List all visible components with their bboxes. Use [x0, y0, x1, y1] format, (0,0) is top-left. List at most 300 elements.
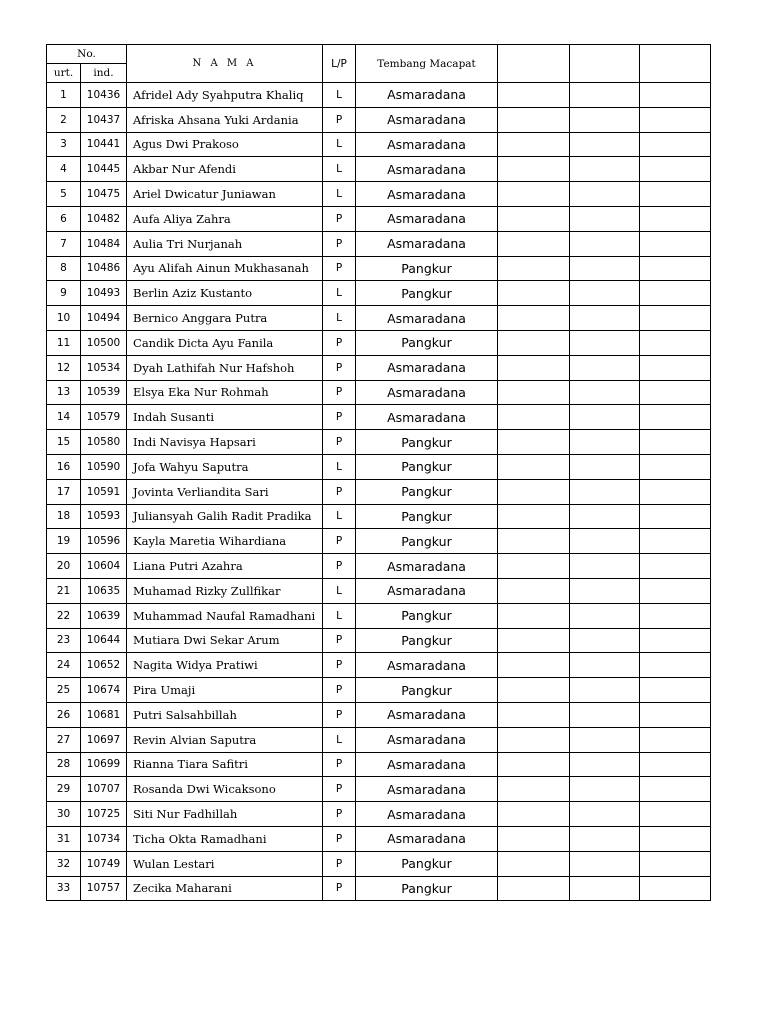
cell-blank-3 [640, 405, 711, 430]
header-ind: ind. [81, 64, 127, 83]
cell-nama: Berlin Aziz Kustanto [127, 281, 323, 306]
table-row [47, 256, 711, 281]
cell-nama: Wulan Lestari [127, 851, 323, 876]
cell-lp: L [323, 281, 356, 306]
table-row [47, 702, 711, 727]
cell-lp: L [323, 306, 356, 331]
cell-lp: L [323, 603, 356, 628]
cell-urt: 6 [47, 206, 81, 231]
cell-nama: Putri Salsahbillah [127, 702, 323, 727]
table-row [47, 578, 711, 603]
cell-ind: 10604 [81, 554, 127, 579]
cell-tembang: Asmaradana [356, 83, 498, 108]
cell-blank-1 [498, 405, 570, 430]
table-row [47, 454, 711, 479]
cell-ind: 10590 [81, 454, 127, 479]
cell-blank-3 [640, 529, 711, 554]
cell-ind: 10579 [81, 405, 127, 430]
cell-blank-2 [570, 529, 640, 554]
cell-blank-3 [640, 876, 711, 901]
table-row [47, 182, 711, 207]
cell-nama: Akbar Nur Afendi [127, 157, 323, 182]
cell-nama: Bernico Anggara Putra [127, 306, 323, 331]
header-blank-1 [498, 45, 570, 83]
header-blank-2 [570, 45, 640, 83]
cell-ind: 10674 [81, 678, 127, 703]
cell-tembang: Asmaradana [356, 231, 498, 256]
cell-lp: L [323, 504, 356, 529]
cell-urt: 14 [47, 405, 81, 430]
cell-blank-2 [570, 802, 640, 827]
cell-tembang: Asmaradana [356, 653, 498, 678]
cell-urt: 10 [47, 306, 81, 331]
cell-blank-3 [640, 479, 711, 504]
cell-blank-3 [640, 777, 711, 802]
cell-blank-3 [640, 702, 711, 727]
cell-blank-3 [640, 83, 711, 108]
cell-tembang: Pangkur [356, 851, 498, 876]
cell-blank-1 [498, 876, 570, 901]
cell-blank-1 [498, 107, 570, 132]
cell-blank-3 [640, 231, 711, 256]
cell-blank-3 [640, 306, 711, 331]
cell-ind: 10749 [81, 851, 127, 876]
cell-blank-1 [498, 727, 570, 752]
cell-nama: Afridel Ady Syahputra Khaliq [127, 83, 323, 108]
cell-nama: Aufa Aliya Zahra [127, 206, 323, 231]
cell-nama: Indah Susanti [127, 405, 323, 430]
cell-lp: L [323, 182, 356, 207]
cell-lp: P [323, 777, 356, 802]
cell-lp: P [323, 405, 356, 430]
cell-urt: 21 [47, 578, 81, 603]
cell-lp: P [323, 678, 356, 703]
cell-blank-3 [640, 132, 711, 157]
cell-tembang: Pangkur [356, 430, 498, 455]
cell-urt: 22 [47, 603, 81, 628]
cell-lp: P [323, 380, 356, 405]
cell-nama: Ariel Dwicatur Juniawan [127, 182, 323, 207]
cell-blank-1 [498, 281, 570, 306]
cell-blank-2 [570, 504, 640, 529]
table-row [47, 802, 711, 827]
cell-lp: P [323, 653, 356, 678]
cell-urt: 9 [47, 281, 81, 306]
cell-lp: L [323, 157, 356, 182]
table-row [47, 132, 711, 157]
cell-blank-1 [498, 851, 570, 876]
cell-blank-3 [640, 578, 711, 603]
cell-lp: P [323, 628, 356, 653]
cell-blank-2 [570, 132, 640, 157]
cell-blank-3 [640, 430, 711, 455]
cell-urt: 17 [47, 479, 81, 504]
cell-tembang: Pangkur [356, 281, 498, 306]
cell-ind: 10596 [81, 529, 127, 554]
cell-ind: 10644 [81, 628, 127, 653]
cell-blank-2 [570, 653, 640, 678]
cell-urt: 4 [47, 157, 81, 182]
table-row [47, 851, 711, 876]
cell-blank-3 [640, 206, 711, 231]
cell-blank-3 [640, 256, 711, 281]
cell-tembang: Pangkur [356, 330, 498, 355]
cell-blank-2 [570, 256, 640, 281]
cell-ind: 10437 [81, 107, 127, 132]
cell-urt: 30 [47, 802, 81, 827]
cell-tembang: Pangkur [356, 504, 498, 529]
cell-nama: Elsya Eka Nur Rohmah [127, 380, 323, 405]
cell-nama: Jofa Wahyu Saputra [127, 454, 323, 479]
cell-tembang: Asmaradana [356, 777, 498, 802]
cell-blank-2 [570, 851, 640, 876]
cell-lp: P [323, 479, 356, 504]
cell-nama: Jovinta Verliandita Sari [127, 479, 323, 504]
cell-ind: 10725 [81, 802, 127, 827]
cell-tembang: Asmaradana [356, 727, 498, 752]
cell-ind: 10441 [81, 132, 127, 157]
cell-nama: Rianna Tiara Safitri [127, 752, 323, 777]
cell-tembang: Pangkur [356, 678, 498, 703]
cell-blank-3 [640, 653, 711, 678]
cell-blank-2 [570, 479, 640, 504]
cell-blank-3 [640, 330, 711, 355]
cell-blank-1 [498, 529, 570, 554]
table-row [47, 206, 711, 231]
cell-tembang: Asmaradana [356, 752, 498, 777]
cell-urt: 33 [47, 876, 81, 901]
cell-blank-1 [498, 603, 570, 628]
cell-lp: L [323, 727, 356, 752]
cell-blank-2 [570, 603, 640, 628]
cell-ind: 10697 [81, 727, 127, 752]
cell-blank-1 [498, 653, 570, 678]
header-row-top [47, 45, 711, 64]
cell-lp: L [323, 578, 356, 603]
cell-blank-2 [570, 554, 640, 579]
cell-blank-3 [640, 752, 711, 777]
cell-ind: 10681 [81, 702, 127, 727]
cell-lp: P [323, 107, 356, 132]
cell-blank-1 [498, 231, 570, 256]
cell-blank-1 [498, 578, 570, 603]
cell-urt: 31 [47, 826, 81, 851]
cell-blank-3 [640, 826, 711, 851]
cell-blank-1 [498, 752, 570, 777]
cell-urt: 18 [47, 504, 81, 529]
cell-lp: P [323, 702, 356, 727]
cell-nama: Afriska Ahsana Yuki Ardania [127, 107, 323, 132]
header-urt: urt. [47, 64, 81, 83]
cell-tembang: Pangkur [356, 628, 498, 653]
cell-urt: 29 [47, 777, 81, 802]
cell-ind: 10593 [81, 504, 127, 529]
cell-ind: 10707 [81, 777, 127, 802]
table-row [47, 330, 711, 355]
table-row [47, 504, 711, 529]
table-row [47, 653, 711, 678]
cell-blank-2 [570, 578, 640, 603]
cell-blank-1 [498, 777, 570, 802]
cell-ind: 10534 [81, 355, 127, 380]
cell-nama: Ticha Okta Ramadhani [127, 826, 323, 851]
cell-blank-2 [570, 628, 640, 653]
cell-nama: Dyah Lathifah Nur Hafshoh [127, 355, 323, 380]
cell-lp: P [323, 802, 356, 827]
cell-lp: P [323, 256, 356, 281]
cell-tembang: Asmaradana [356, 157, 498, 182]
table-row [47, 554, 711, 579]
cell-urt: 11 [47, 330, 81, 355]
cell-blank-2 [570, 330, 640, 355]
cell-urt: 16 [47, 454, 81, 479]
header-lp: L/P [323, 45, 356, 83]
cell-blank-3 [640, 851, 711, 876]
table-row [47, 529, 711, 554]
cell-blank-2 [570, 157, 640, 182]
cell-nama: Pira Umaji [127, 678, 323, 703]
cell-blank-3 [640, 355, 711, 380]
cell-lp: P [323, 206, 356, 231]
cell-blank-1 [498, 256, 570, 281]
cell-blank-1 [498, 702, 570, 727]
table-row [47, 430, 711, 455]
cell-urt: 20 [47, 554, 81, 579]
cell-ind: 10484 [81, 231, 127, 256]
cell-blank-2 [570, 777, 640, 802]
cell-lp: L [323, 454, 356, 479]
cell-ind: 10699 [81, 752, 127, 777]
cell-blank-1 [498, 206, 570, 231]
cell-urt: 23 [47, 628, 81, 653]
cell-urt: 2 [47, 107, 81, 132]
cell-tembang: Pangkur [356, 256, 498, 281]
cell-blank-3 [640, 554, 711, 579]
cell-nama: Rosanda Dwi Wicaksono [127, 777, 323, 802]
cell-lp: L [323, 132, 356, 157]
cell-blank-1 [498, 628, 570, 653]
cell-lp: P [323, 876, 356, 901]
table-row [47, 752, 711, 777]
cell-lp: P [323, 554, 356, 579]
cell-ind: 10475 [81, 182, 127, 207]
cell-tembang: Asmaradana [356, 306, 498, 331]
cell-tembang: Asmaradana [356, 554, 498, 579]
cell-tembang: Asmaradana [356, 107, 498, 132]
cell-lp: P [323, 330, 356, 355]
cell-blank-2 [570, 107, 640, 132]
cell-nama: Muhammad Naufal Ramadhani [127, 603, 323, 628]
cell-blank-1 [498, 479, 570, 504]
cell-nama: Kayla Maretia Wihardiana [127, 529, 323, 554]
cell-nama: Zecika Maharani [127, 876, 323, 901]
cell-ind: 10757 [81, 876, 127, 901]
header-no: No. [47, 45, 127, 64]
cell-ind: 10436 [81, 83, 127, 108]
cell-nama: Agus Dwi Prakoso [127, 132, 323, 157]
cell-blank-2 [570, 380, 640, 405]
cell-blank-3 [640, 182, 711, 207]
cell-ind: 10445 [81, 157, 127, 182]
cell-blank-3 [640, 802, 711, 827]
cell-nama: Mutiara Dwi Sekar Arum [127, 628, 323, 653]
cell-nama: Revin Alvian Saputra [127, 727, 323, 752]
cell-lp: P [323, 752, 356, 777]
cell-blank-3 [640, 454, 711, 479]
cell-blank-3 [640, 603, 711, 628]
cell-tembang: Asmaradana [356, 702, 498, 727]
cell-ind: 10494 [81, 306, 127, 331]
cell-blank-3 [640, 107, 711, 132]
cell-urt: 12 [47, 355, 81, 380]
cell-urt: 13 [47, 380, 81, 405]
cell-tembang: Asmaradana [356, 380, 498, 405]
cell-ind: 10639 [81, 603, 127, 628]
table-row [47, 231, 711, 256]
cell-ind: 10734 [81, 826, 127, 851]
table-row [47, 678, 711, 703]
cell-urt: 24 [47, 653, 81, 678]
cell-blank-1 [498, 83, 570, 108]
cell-blank-1 [498, 380, 570, 405]
cell-tembang: Pangkur [356, 454, 498, 479]
cell-blank-2 [570, 281, 640, 306]
cell-blank-1 [498, 157, 570, 182]
cell-blank-1 [498, 330, 570, 355]
cell-blank-1 [498, 554, 570, 579]
table-row [47, 355, 711, 380]
cell-tembang: Asmaradana [356, 206, 498, 231]
cell-tembang: Asmaradana [356, 132, 498, 157]
cell-urt: 32 [47, 851, 81, 876]
cell-ind: 10635 [81, 578, 127, 603]
cell-lp: P [323, 851, 356, 876]
header-blank-3 [640, 45, 711, 83]
cell-ind: 10580 [81, 430, 127, 455]
cell-tembang: Pangkur [356, 529, 498, 554]
table-row [47, 727, 711, 752]
table-row [47, 405, 711, 430]
cell-lp: P [323, 430, 356, 455]
cell-blank-1 [498, 678, 570, 703]
cell-blank-1 [498, 826, 570, 851]
student-roster-table [46, 44, 711, 901]
cell-tembang: Asmaradana [356, 405, 498, 430]
cell-urt: 25 [47, 678, 81, 703]
cell-blank-2 [570, 826, 640, 851]
cell-blank-1 [498, 306, 570, 331]
cell-tembang: Asmaradana [356, 826, 498, 851]
cell-blank-1 [498, 182, 570, 207]
cell-tembang: Pangkur [356, 603, 498, 628]
cell-blank-1 [498, 132, 570, 157]
cell-nama: Aulia Tri Nurjanah [127, 231, 323, 256]
header-tembang-macapat: Tembang Macapat [356, 45, 498, 83]
table-row [47, 628, 711, 653]
cell-blank-2 [570, 876, 640, 901]
cell-blank-1 [498, 355, 570, 380]
cell-urt: 8 [47, 256, 81, 281]
table-row [47, 876, 711, 901]
table-row [47, 380, 711, 405]
cell-tembang: Asmaradana [356, 355, 498, 380]
table-row [47, 603, 711, 628]
cell-blank-1 [498, 802, 570, 827]
cell-blank-2 [570, 231, 640, 256]
cell-blank-3 [640, 157, 711, 182]
cell-lp: P [323, 355, 356, 380]
cell-blank-3 [640, 678, 711, 703]
cell-blank-2 [570, 206, 640, 231]
cell-nama: Indi Navisya Hapsari [127, 430, 323, 455]
cell-blank-3 [640, 380, 711, 405]
cell-blank-3 [640, 628, 711, 653]
cell-lp: P [323, 231, 356, 256]
table-row [47, 83, 711, 108]
cell-blank-3 [640, 727, 711, 752]
cell-urt: 3 [47, 132, 81, 157]
table-row [47, 157, 711, 182]
cell-tembang: Pangkur [356, 876, 498, 901]
cell-blank-2 [570, 727, 640, 752]
cell-urt: 19 [47, 529, 81, 554]
cell-tembang: Asmaradana [356, 802, 498, 827]
cell-lp: P [323, 826, 356, 851]
cell-lp: L [323, 83, 356, 108]
table-row [47, 479, 711, 504]
cell-nama: Siti Nur Fadhillah [127, 802, 323, 827]
cell-blank-2 [570, 405, 640, 430]
cell-nama: Nagita Widya Pratiwi [127, 653, 323, 678]
cell-nama: Muhamad Rizky Zullfikar [127, 578, 323, 603]
table-row [47, 306, 711, 331]
cell-ind: 10493 [81, 281, 127, 306]
cell-blank-3 [640, 504, 711, 529]
header-nama: N A M A [127, 45, 323, 83]
cell-tembang: Asmaradana [356, 182, 498, 207]
cell-ind: 10500 [81, 330, 127, 355]
table-row [47, 281, 711, 306]
cell-blank-2 [570, 83, 640, 108]
roster-body [47, 83, 711, 901]
cell-blank-2 [570, 678, 640, 703]
cell-blank-1 [498, 504, 570, 529]
cell-blank-2 [570, 355, 640, 380]
cell-blank-1 [498, 454, 570, 479]
cell-urt: 1 [47, 83, 81, 108]
cell-lp: P [323, 529, 356, 554]
cell-blank-2 [570, 306, 640, 331]
cell-tembang: Pangkur [356, 479, 498, 504]
cell-urt: 7 [47, 231, 81, 256]
cell-ind: 10539 [81, 380, 127, 405]
cell-blank-3 [640, 281, 711, 306]
cell-blank-2 [570, 182, 640, 207]
cell-ind: 10486 [81, 256, 127, 281]
cell-tembang: Asmaradana [356, 578, 498, 603]
cell-nama: Ayu Alifah Ainun Mukhasanah [127, 256, 323, 281]
cell-blank-1 [498, 430, 570, 455]
table-row [47, 777, 711, 802]
table-row [47, 107, 711, 132]
cell-nama: Candik Dicta Ayu Fanila [127, 330, 323, 355]
cell-urt: 5 [47, 182, 81, 207]
cell-urt: 28 [47, 752, 81, 777]
cell-blank-2 [570, 454, 640, 479]
cell-ind: 10482 [81, 206, 127, 231]
cell-urt: 15 [47, 430, 81, 455]
cell-urt: 26 [47, 702, 81, 727]
